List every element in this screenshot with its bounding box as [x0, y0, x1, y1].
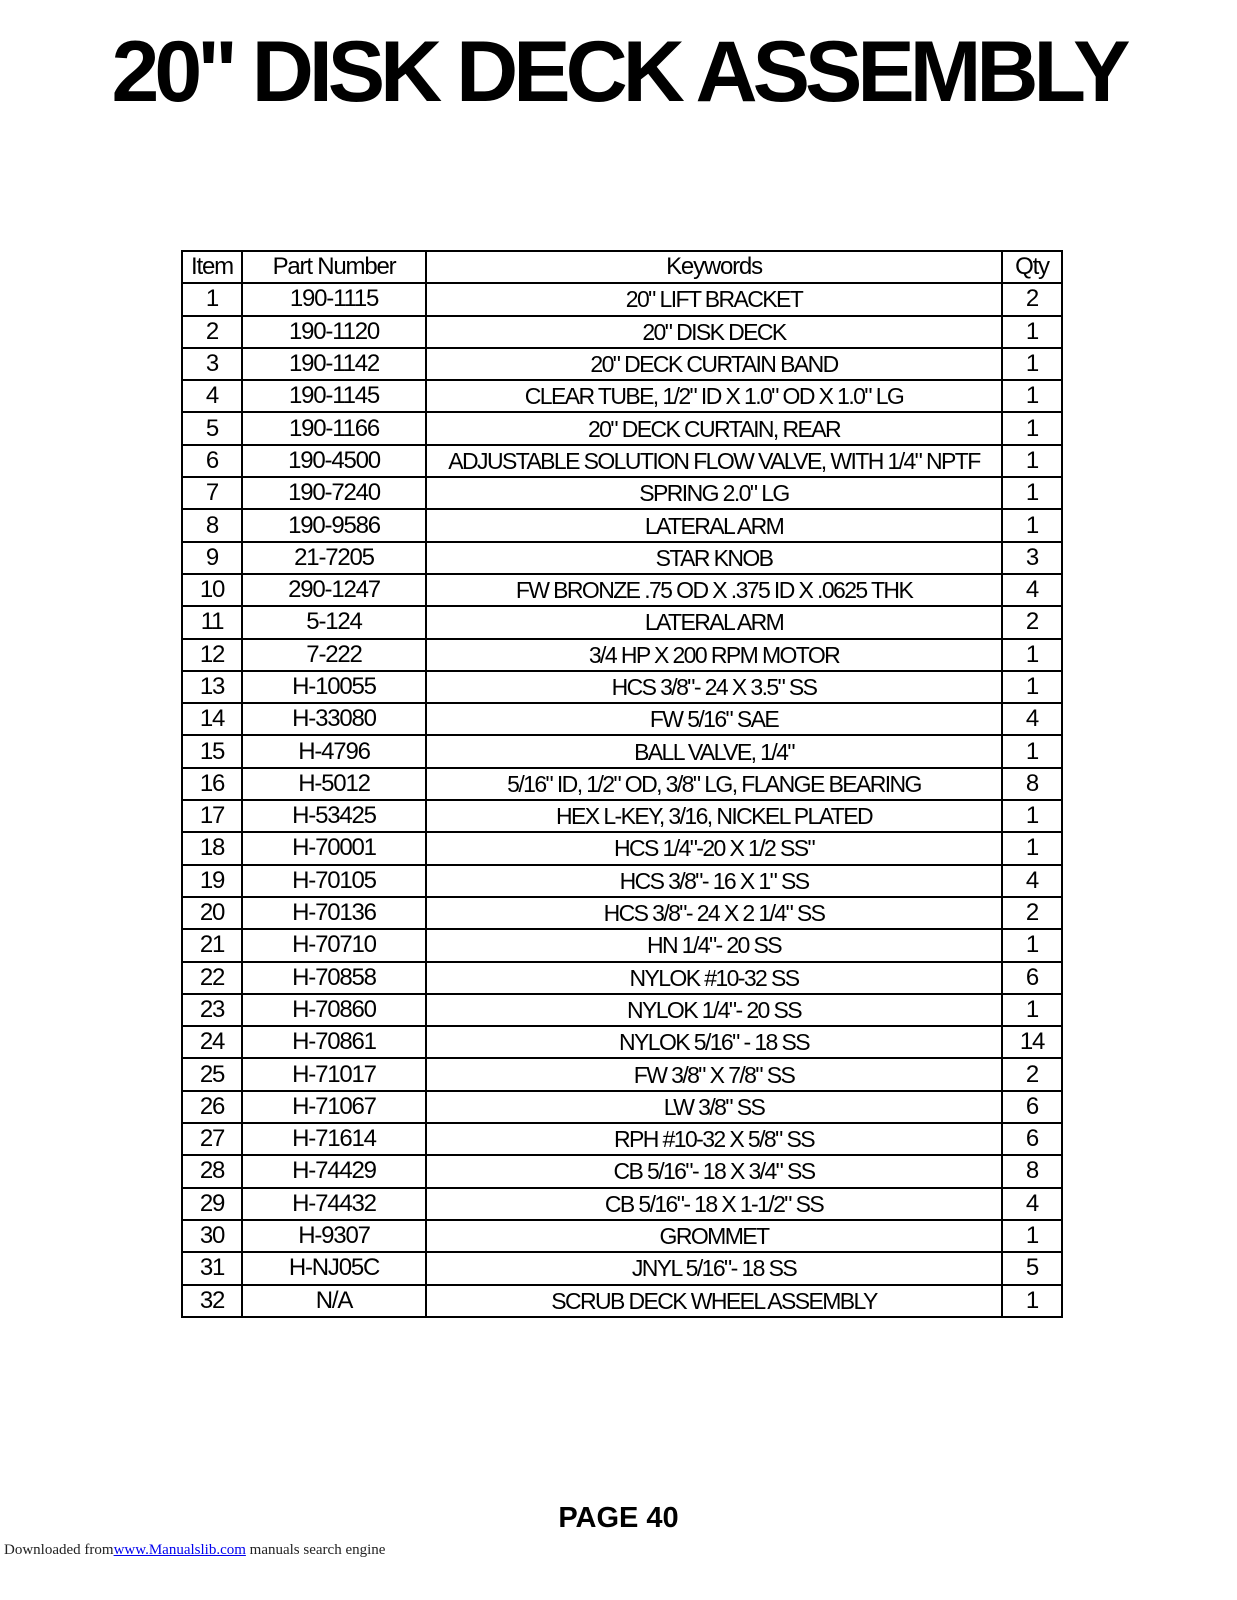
cell-qty: 1 — [1002, 509, 1062, 541]
cell-part-number: H-71067 — [242, 1091, 426, 1123]
cell-part-number: H-4796 — [242, 735, 426, 767]
cell-keywords: 20" DECK CURTAIN BAND — [426, 348, 1002, 380]
cell-qty: 1 — [1002, 1285, 1062, 1317]
cell-part-number: 190-1120 — [242, 316, 426, 348]
table-row — [182, 865, 1062, 897]
cell-keywords: LATERAL ARM — [426, 509, 1002, 541]
cell-keywords: FW 3/8" X 7/8" SS — [426, 1058, 1002, 1090]
cell-qty: 1 — [1002, 316, 1062, 348]
cell-part-number: 190-1115 — [242, 283, 426, 315]
cell-qty: 6 — [1002, 962, 1062, 994]
table-row — [182, 477, 1062, 509]
cell-keywords: HN 1/4"- 20 SS — [426, 929, 1002, 961]
cell-part-number: H-5012 — [242, 768, 426, 800]
cell-item: 7 — [182, 477, 242, 509]
cell-keywords: HEX L-KEY, 3/16, NICKEL PLATED — [426, 800, 1002, 832]
cell-item: 4 — [182, 380, 242, 412]
cell-qty: 2 — [1002, 1058, 1062, 1090]
cell-qty: 6 — [1002, 1091, 1062, 1123]
cell-qty: 3 — [1002, 542, 1062, 574]
cell-keywords: JNYL 5/16"- 18 SS — [426, 1252, 1002, 1284]
cell-qty: 1 — [1002, 445, 1062, 477]
cell-part-number: H-70136 — [242, 897, 426, 929]
table-row — [182, 671, 1062, 703]
cell-keywords: RPH #10-32 X 5/8" SS — [426, 1123, 1002, 1155]
cell-qty: 1 — [1002, 348, 1062, 380]
cell-item: 11 — [182, 606, 242, 638]
footer-suffix: manuals search engine — [245, 1542, 386, 1558]
cell-part-number: H-9307 — [242, 1220, 426, 1252]
table-row — [182, 380, 1062, 412]
cell-qty: 4 — [1002, 574, 1062, 606]
cell-item: 29 — [182, 1188, 242, 1220]
header-item: Item — [182, 251, 242, 283]
table-row — [182, 897, 1062, 929]
cell-item: 14 — [182, 703, 242, 735]
header-part-number: Part Number — [242, 251, 426, 283]
cell-item: 26 — [182, 1091, 242, 1123]
cell-qty: 1 — [1002, 994, 1062, 1026]
cell-item: 32 — [182, 1285, 242, 1317]
cell-qty: 1 — [1002, 671, 1062, 703]
cell-qty: 4 — [1002, 865, 1062, 897]
cell-keywords: 5/16" ID, 1/2" OD, 3/8" LG, FLANGE BEARING — [426, 768, 1002, 800]
cell-part-number: N/A — [242, 1285, 426, 1317]
table-row — [182, 832, 1062, 864]
cell-keywords: NYLOK 1/4"- 20 SS — [426, 994, 1002, 1026]
cell-keywords: 20" DISK DECK — [426, 316, 1002, 348]
cell-keywords: SPRING 2.0" LG — [426, 477, 1002, 509]
table-row — [182, 445, 1062, 477]
cell-qty: 1 — [1002, 929, 1062, 961]
header-qty: Qty — [1002, 251, 1062, 283]
cell-qty: 4 — [1002, 1188, 1062, 1220]
table-row — [182, 412, 1062, 444]
cell-item: 20 — [182, 897, 242, 929]
cell-item: 22 — [182, 962, 242, 994]
cell-part-number: H-70858 — [242, 962, 426, 994]
cell-part-number: H-74429 — [242, 1155, 426, 1187]
cell-qty: 1 — [1002, 735, 1062, 767]
table-row — [182, 606, 1062, 638]
cell-part-number: 290-1247 — [242, 574, 426, 606]
table-row — [182, 542, 1062, 574]
cell-qty: 1 — [1002, 477, 1062, 509]
cell-keywords: LW 3/8" SS — [426, 1091, 1002, 1123]
cell-part-number: H-71614 — [242, 1123, 426, 1155]
page-title: 20" DISK DECK ASSEMBLY — [111, 24, 1126, 120]
cell-part-number: H-10055 — [242, 671, 426, 703]
table-row — [182, 1220, 1062, 1252]
cell-item: 17 — [182, 800, 242, 832]
table-row — [182, 639, 1062, 671]
cell-keywords: CLEAR TUBE, 1/2" ID X 1.0" OD X 1.0" LG — [426, 380, 1002, 412]
cell-qty: 8 — [1002, 1155, 1062, 1187]
cell-item: 27 — [182, 1123, 242, 1155]
table-row — [182, 348, 1062, 380]
parts-table — [181, 250, 1063, 1318]
cell-qty: 6 — [1002, 1123, 1062, 1155]
cell-qty: 5 — [1002, 1252, 1062, 1284]
cell-keywords: HCS 3/8"- 24 X 3.5" SS — [426, 671, 1002, 703]
cell-item: 18 — [182, 832, 242, 864]
cell-qty: 1 — [1002, 412, 1062, 444]
cell-keywords: 20" DECK CURTAIN, REAR — [426, 412, 1002, 444]
table-row — [182, 574, 1062, 606]
manualslib-link[interactable]: www.Manualslib.com — [113, 1542, 246, 1558]
cell-qty: 2 — [1002, 606, 1062, 638]
table-row — [182, 1252, 1062, 1284]
cell-keywords: CB 5/16"- 18 X 3/4" SS — [426, 1155, 1002, 1187]
parts-table-body — [182, 283, 1062, 1317]
cell-part-number: H-NJ05C — [242, 1252, 426, 1284]
cell-keywords: 3/4 HP X 200 RPM MOTOR — [426, 639, 1002, 671]
cell-part-number: H-70105 — [242, 865, 426, 897]
cell-keywords: HCS 1/4"-20 X 1/2 SS" — [426, 832, 1002, 864]
table-row — [182, 800, 1062, 832]
table-row — [182, 962, 1062, 994]
cell-item: 23 — [182, 994, 242, 1026]
cell-keywords: FW 5/16" SAE — [426, 703, 1002, 735]
cell-keywords: 20" LIFT BRACKET — [426, 283, 1002, 315]
cell-part-number: 190-9586 — [242, 509, 426, 541]
table-row — [182, 1285, 1062, 1317]
cell-part-number: H-70710 — [242, 929, 426, 961]
footer-attribution — [4, 1542, 385, 1559]
cell-part-number: 190-1145 — [242, 380, 426, 412]
cell-part-number: 190-7240 — [242, 477, 426, 509]
cell-keywords: GROMMET — [426, 1220, 1002, 1252]
table-row — [182, 929, 1062, 961]
cell-item: 19 — [182, 865, 242, 897]
table-row — [182, 994, 1062, 1026]
table-row — [182, 1091, 1062, 1123]
cell-item: 21 — [182, 929, 242, 961]
cell-item: 10 — [182, 574, 242, 606]
cell-keywords: CB 5/16"- 18 X 1-1/2" SS — [426, 1188, 1002, 1220]
cell-item: 13 — [182, 671, 242, 703]
cell-keywords: HCS 3/8"- 24 X 2 1/4" SS — [426, 897, 1002, 929]
cell-keywords: STAR KNOB — [426, 542, 1002, 574]
cell-item: 6 — [182, 445, 242, 477]
cell-qty: 8 — [1002, 768, 1062, 800]
cell-item: 24 — [182, 1026, 242, 1058]
cell-item: 15 — [182, 735, 242, 767]
cell-part-number: H-74432 — [242, 1188, 426, 1220]
page-number: PAGE 40 — [558, 1502, 679, 1534]
cell-part-number: 5-124 — [242, 606, 426, 638]
cell-part-number: H-33080 — [242, 703, 426, 735]
cell-qty: 2 — [1002, 897, 1062, 929]
cell-qty: 1 — [1002, 639, 1062, 671]
table-row — [182, 768, 1062, 800]
footer-prefix: Downloaded from — [4, 1542, 114, 1558]
cell-qty: 1 — [1002, 832, 1062, 864]
table-header-row — [182, 251, 1062, 283]
cell-item: 1 — [182, 283, 242, 315]
table-row — [182, 735, 1062, 767]
table-row — [182, 1123, 1062, 1155]
cell-item: 28 — [182, 1155, 242, 1187]
cell-part-number: 190-4500 — [242, 445, 426, 477]
table-row — [182, 1155, 1062, 1187]
table-row — [182, 703, 1062, 735]
cell-part-number: 190-1142 — [242, 348, 426, 380]
table-row — [182, 509, 1062, 541]
cell-item: 16 — [182, 768, 242, 800]
cell-part-number: H-70001 — [242, 832, 426, 864]
cell-keywords: LATERAL ARM — [426, 606, 1002, 638]
cell-part-number: 7-222 — [242, 639, 426, 671]
table-row — [182, 1026, 1062, 1058]
cell-item: 8 — [182, 509, 242, 541]
cell-item: 31 — [182, 1252, 242, 1284]
header-keywords: Keywords — [426, 251, 1002, 283]
cell-part-number: H-53425 — [242, 800, 426, 832]
cell-keywords: NYLOK #10-32 SS — [426, 962, 1002, 994]
cell-item: 25 — [182, 1058, 242, 1090]
cell-qty: 4 — [1002, 703, 1062, 735]
table-row — [182, 1058, 1062, 1090]
cell-qty: 1 — [1002, 1220, 1062, 1252]
cell-item: 30 — [182, 1220, 242, 1252]
cell-qty: 2 — [1002, 283, 1062, 315]
cell-part-number: 190-1166 — [242, 412, 426, 444]
cell-item: 12 — [182, 639, 242, 671]
cell-keywords: HCS 3/8"- 16 X 1" SS — [426, 865, 1002, 897]
cell-item: 2 — [182, 316, 242, 348]
cell-qty: 1 — [1002, 380, 1062, 412]
cell-item: 5 — [182, 412, 242, 444]
cell-keywords: ADJUSTABLE SOLUTION FLOW VALVE, WITH 1/4" NPTF — [426, 445, 1002, 477]
cell-part-number: H-70861 — [242, 1026, 426, 1058]
cell-keywords: FW BRONZE .75 OD X .375 ID X .0625 THK — [426, 574, 1002, 606]
cell-item: 3 — [182, 348, 242, 380]
cell-keywords: BALL VALVE, 1/4" — [426, 735, 1002, 767]
table-row — [182, 316, 1062, 348]
cell-part-number: H-71017 — [242, 1058, 426, 1090]
cell-part-number: H-70860 — [242, 994, 426, 1026]
table-row — [182, 1188, 1062, 1220]
table-row — [182, 283, 1062, 315]
cell-part-number: 21-7205 — [242, 542, 426, 574]
cell-qty: 14 — [1002, 1026, 1062, 1058]
cell-keywords: NYLOK 5/16" - 18 SS — [426, 1026, 1002, 1058]
cell-qty: 1 — [1002, 800, 1062, 832]
cell-item: 9 — [182, 542, 242, 574]
cell-keywords: SCRUB DECK WHEEL ASSEMBLY — [426, 1285, 1002, 1317]
